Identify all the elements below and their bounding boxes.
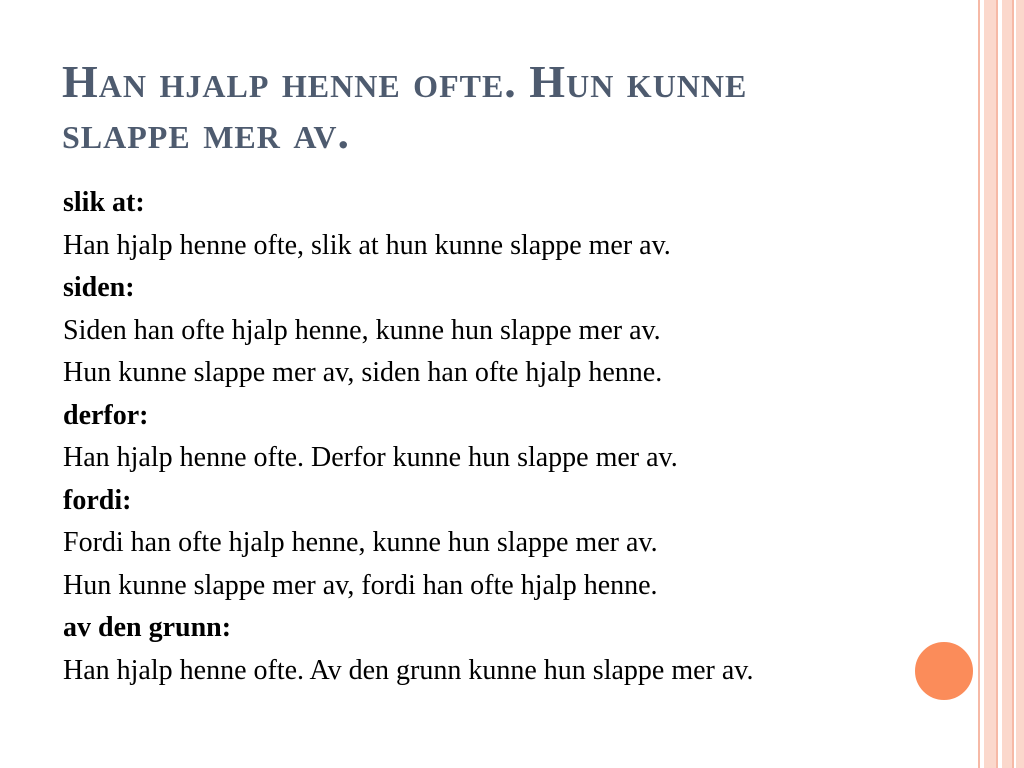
example-sentence: Fordi han ofte hjalp henne, kunne hun slappe mer av. bbox=[63, 527, 658, 558]
example-sentence: Han hjalp henne ofte. Derfor kunne hun slappe mer av. bbox=[63, 442, 678, 473]
stripe bbox=[1012, 0, 1014, 768]
stripe bbox=[1002, 0, 1012, 768]
section-heading: siden: bbox=[63, 272, 135, 303]
stripe bbox=[1016, 0, 1024, 768]
slide-body bbox=[63, 182, 893, 692]
example-sentence: Siden han ofte hjalp henne, kunne hun slappe mer av. bbox=[63, 314, 661, 346]
accent-circle-icon bbox=[913, 640, 975, 702]
section-heading: derfor: bbox=[63, 399, 149, 431]
section-heading: av den grunn: bbox=[63, 612, 232, 643]
stripe bbox=[984, 0, 996, 768]
slide-title: Han hjalp henne ofte. Hun kunne slappe mer av. bbox=[62, 56, 748, 158]
section-heading: fordi: bbox=[63, 484, 132, 516]
example-sentence: Han hjalp henne ofte. Av den grunn kunne hun slappe mer av. bbox=[63, 654, 754, 686]
example-sentence: Hun kunne slappe mer av, fordi han ofte hjalp henne. bbox=[63, 569, 658, 601]
decorative-stripes bbox=[978, 0, 1024, 768]
stripe bbox=[996, 0, 998, 768]
stripe bbox=[978, 0, 980, 768]
example-sentence: Han hjalp henne ofte, slik at hun kunne slappe mer av. bbox=[63, 229, 671, 261]
section-heading: slik at: bbox=[63, 187, 145, 218]
example-sentence: Hun kunne slappe mer av, siden han ofte hjalp henne. bbox=[63, 357, 663, 388]
